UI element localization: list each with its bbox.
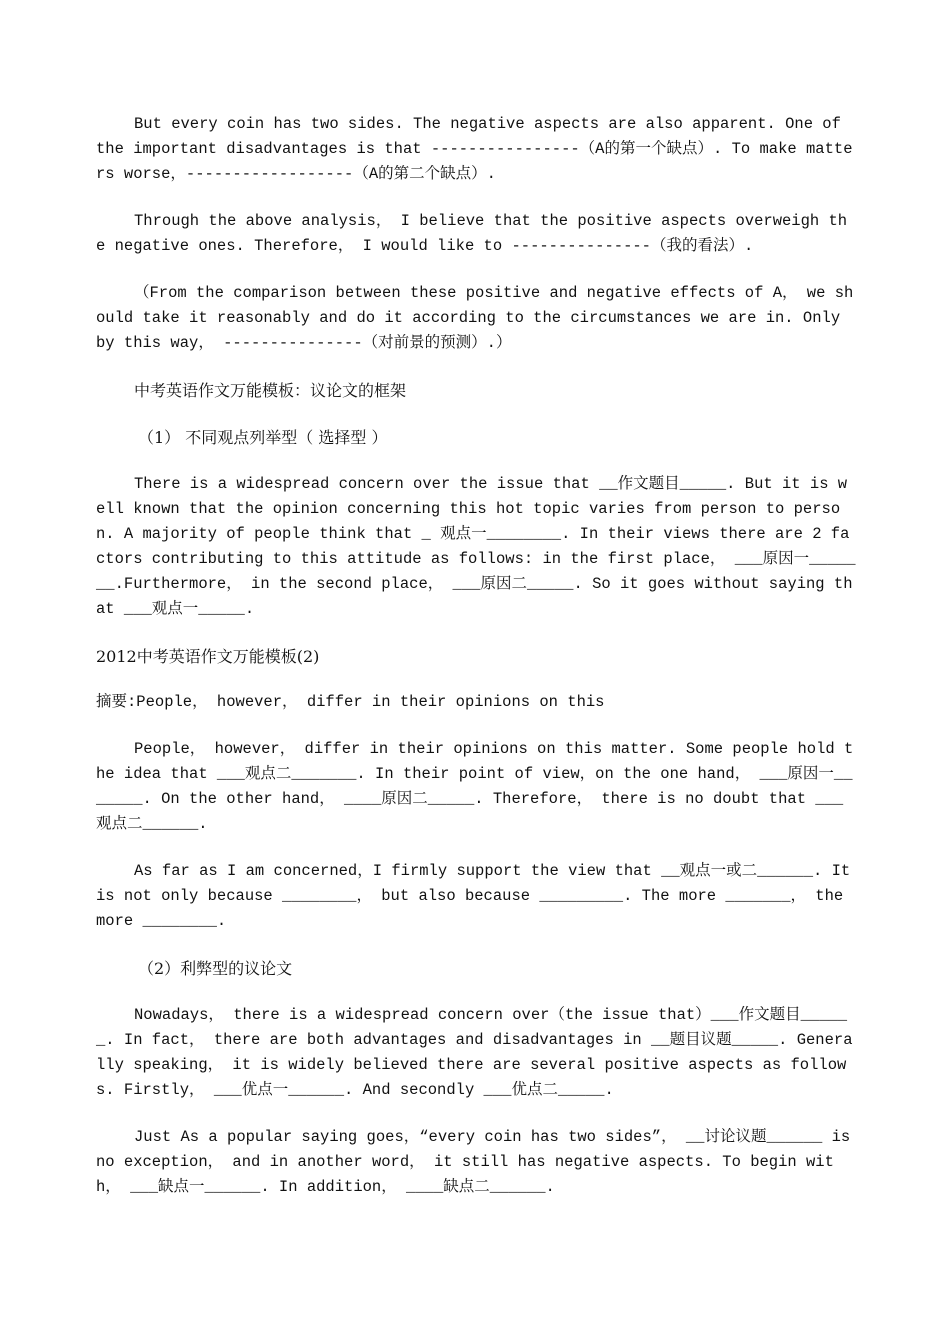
paragraph-widespread-concern-template: There is a widespread concern over the issue that __作文题目_____. But it is well known that the opinion concerning this hot topic varies from person to person. A majority of people think that _ 观点一________. In their views there are 2 factors contributing to this attitude as follows: in the first place， ___原因一_______.Furthermore， in the second place， ___原因二_____. So it goes without saying that ___观点一_____. xyxy=(96,475,856,618)
paragraph-personal-view: As far as I am concerned，I firmly support the view that __观点一或二______. It is not only because ________， but also because _________. The more _______， the more ________. xyxy=(96,862,851,930)
paragraph-analysis-conclusion: Through the above analysis， I believe that the positive aspects overweigh the negative ones. Therefore， I would like to ---------------（我的看法）. xyxy=(96,212,848,255)
paragraph-differing-opinions: People， however， differ in their opinions on this matter. Some people hold the idea that ___观点二_______. In their point of view，on the one hand， ___原因一_______. On the other hand， ____原因二_____. Therefore， there is no doubt that ___观点二______. xyxy=(96,740,854,833)
subheading-opinion-listing: （1） 不同观点列举型（ 选择型 ） xyxy=(138,428,388,447)
paragraph-negative-aspects: But every coin has two sides. The negative aspects are also apparent. One of the important disadvantages is that ----------------（A的第一个缺点）. To make matters worse，------------------（A的第二个缺点）. xyxy=(96,115,853,183)
section-heading-template-2: 2012中考英语作文万能模板(2) xyxy=(96,647,320,666)
document-page xyxy=(96,112,856,1222)
paragraph-abstract: 摘要:People， however， differ in their opinions on this xyxy=(96,693,605,711)
paragraph-advantages: Nowadays， there is a widespread concern over（the issue that）___作文题目______. In fact， there are both advantages and disadvantages in __题目议题_____. Generally speaking， it is widely believed there are several positive aspects as follows. Firstly， ___优点一______. And secondly ___优点二_____. xyxy=(96,1006,853,1099)
section-heading-argumentative-framework: 中考英语作文万能模板：议论文的框架 xyxy=(134,381,407,400)
paragraph-disadvantages: Just As a popular saying goes，“every coin has two sides”， __讨论议题______ is no exception， and in another word， it still has negative aspects. To begin with， ___缺点一______. In addition， ____缺点二______. xyxy=(96,1128,851,1196)
paragraph-comparison-prediction: （From the comparison between these positive and negative effects of A， we should take it reasonably and do it according to the circumstances we are in. Only by this way， ---------------（对前景的预测）.） xyxy=(96,284,854,352)
subheading-pros-cons: （2）利弊型的议论文 xyxy=(138,959,293,978)
